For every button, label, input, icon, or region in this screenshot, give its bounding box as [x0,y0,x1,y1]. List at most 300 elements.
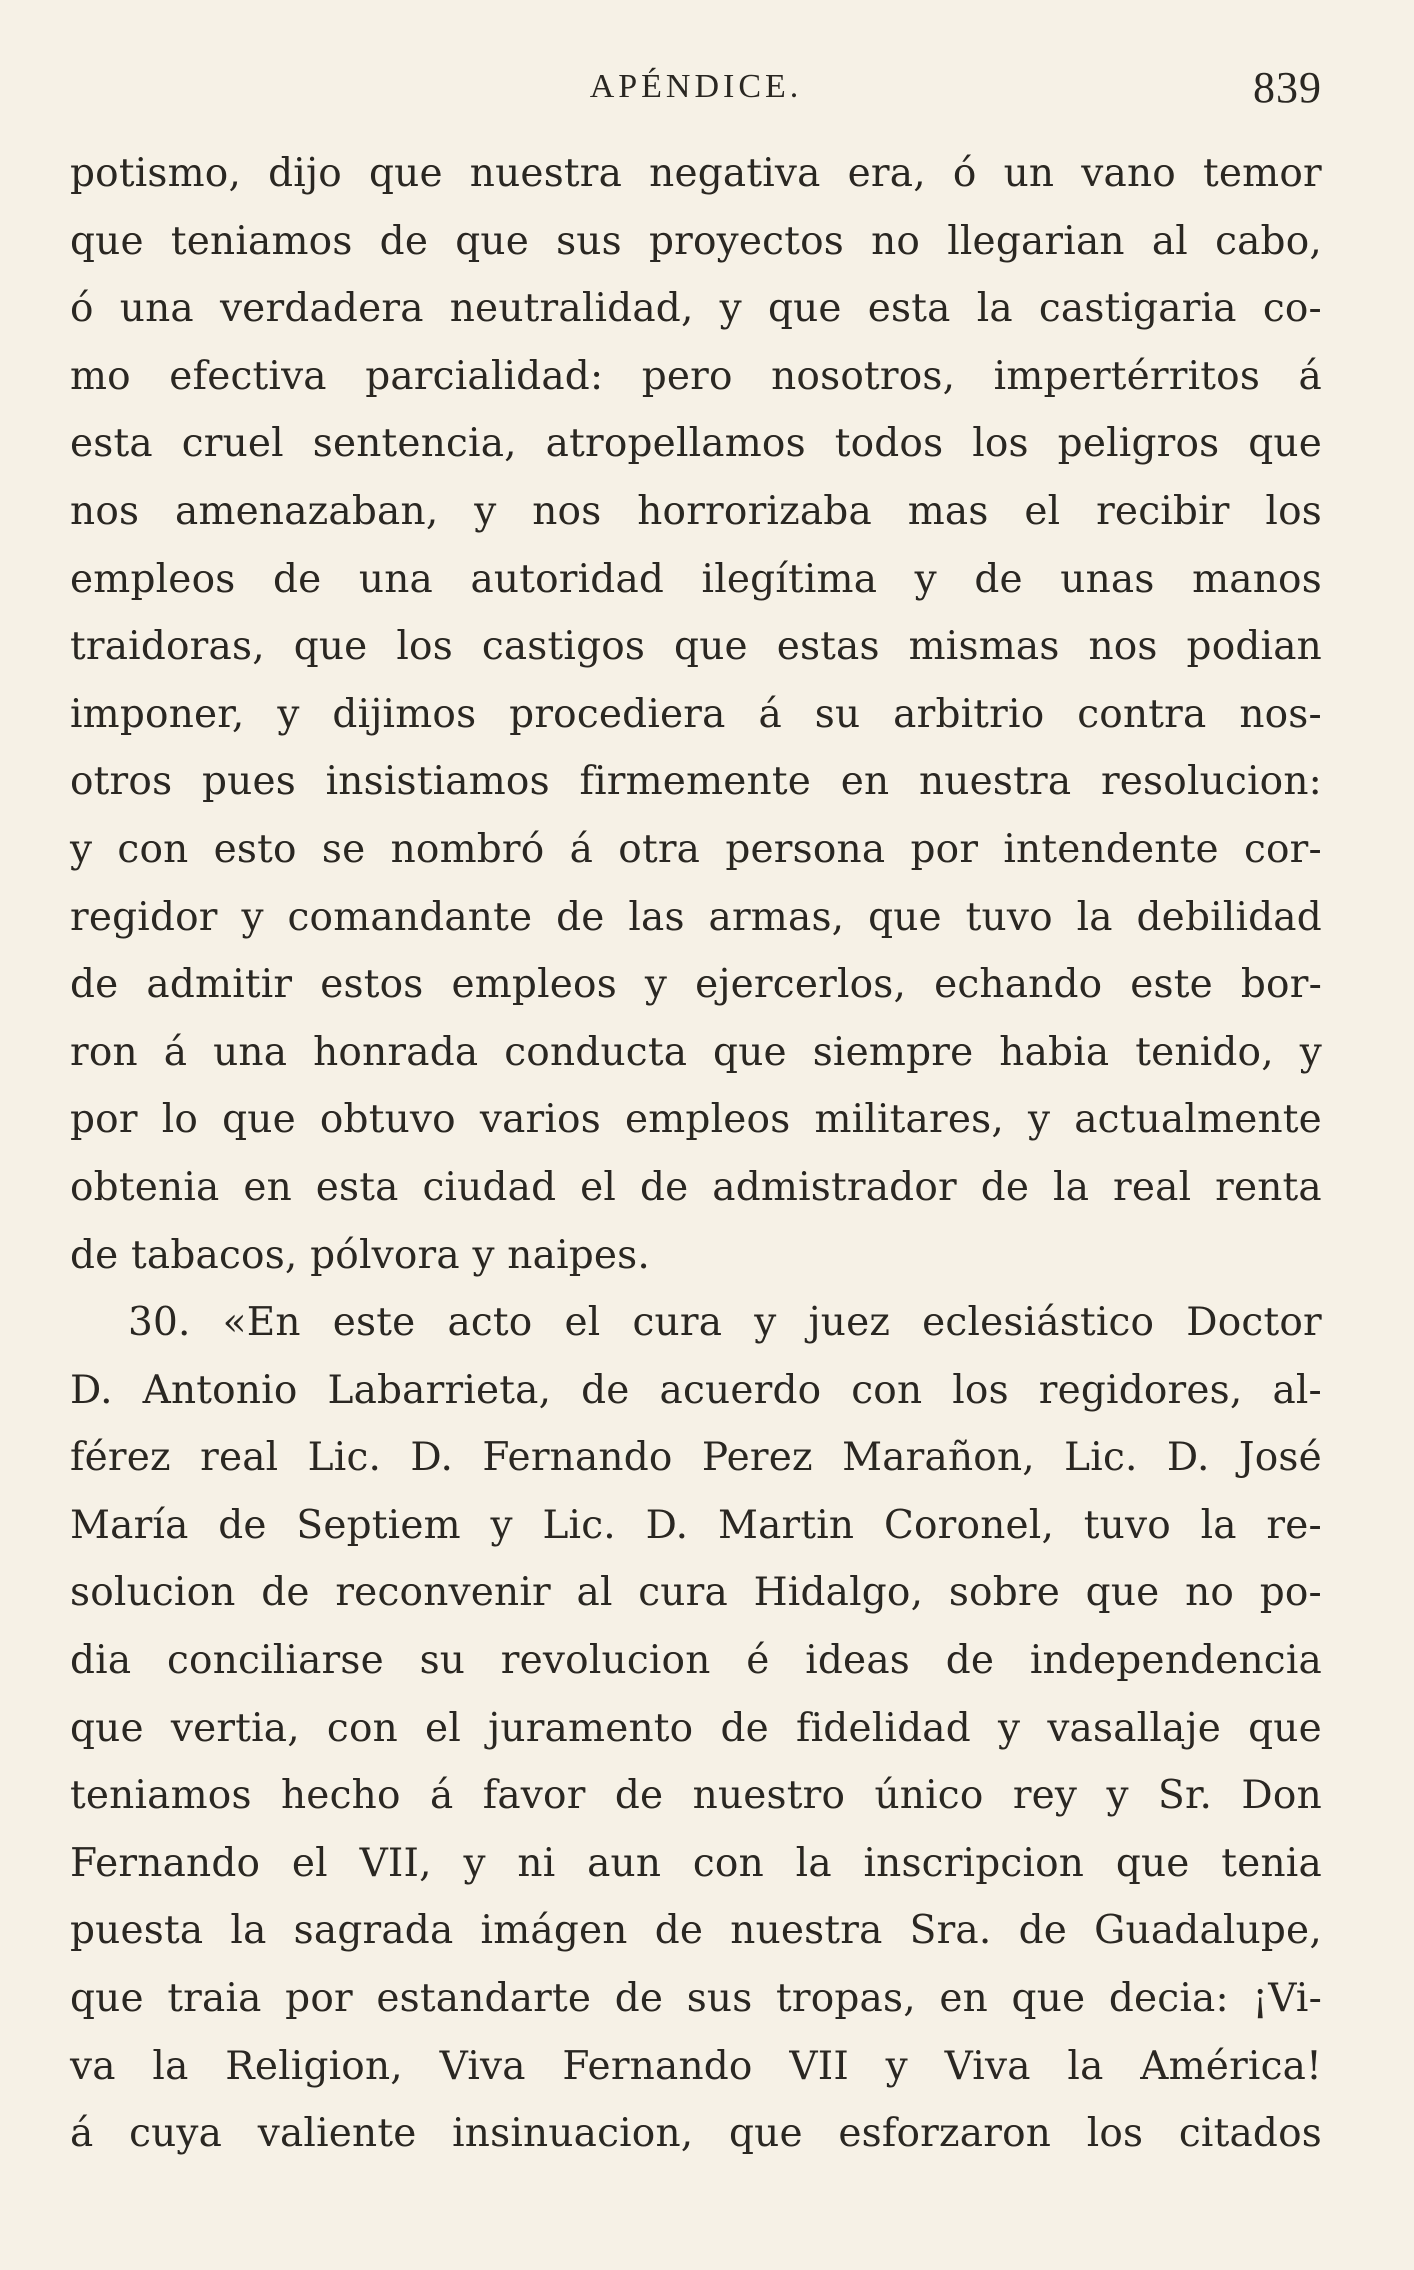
word: parcialidad: [365,353,604,399]
word: el [291,1840,328,1886]
word: á [1298,353,1322,399]
word: nuestra [469,151,623,196]
word: mo [70,353,131,399]
word: puesta [70,1908,204,1954]
word: y [474,488,497,534]
text-line [70,1897,1322,1965]
word: recibir [1096,488,1230,534]
word: nombró [390,826,545,872]
word: ni [517,1840,556,1886]
word: esto [213,826,297,872]
word: los [952,1367,1009,1413]
word: que [729,2111,803,2157]
word: que [868,894,942,940]
word: y [719,286,742,332]
word: Don [1241,1773,1322,1819]
word: traia [167,1976,262,2022]
word: insistiamos [325,759,550,805]
word: y [885,2043,908,2089]
word: una [358,556,433,602]
word: al [576,1570,613,1616]
word: cor- [1243,826,1322,872]
word: sus [686,1976,753,2022]
word: de [70,1232,132,1278]
word: obtenia [70,1164,220,1210]
word: teniamos [170,218,353,264]
word: siempre [812,1029,974,1075]
text-line [70,1762,1322,1830]
word: nos [532,488,602,534]
word: juez [808,1300,891,1346]
word: inscripcion [863,1840,1085,1886]
word: Labarrieta, [327,1367,552,1413]
word: la [976,286,1013,332]
word: arbitrio [893,691,1045,737]
word: actualmente [1074,1097,1322,1143]
word: que [70,1976,144,2022]
word: los [972,421,1029,467]
word: dia [70,1638,132,1684]
word: D. [70,1367,113,1413]
word: un [1003,151,1055,196]
word: Viva [944,2043,1031,2089]
word: Doctor [1186,1300,1322,1346]
word: nuestra [918,759,1072,805]
word: aun [587,1840,662,1886]
word: á [163,1029,188,1075]
word: tuvo [1083,1502,1171,1548]
word: impertérritos [993,353,1261,399]
word: Lic. [1064,1435,1138,1481]
word: procediera [509,691,726,737]
word: y [1106,1773,1129,1819]
word: decia: [1108,1976,1229,2022]
word: Lic. [542,1502,616,1548]
word: habia [999,1029,1110,1075]
word: honrada [313,1029,479,1075]
word: en [243,1164,292,1210]
text-line [70,1424,1322,1492]
word: y [1027,1097,1051,1143]
word: verdadera [219,286,424,332]
page-number: 839 [1253,63,1322,112]
word: regidores, [1038,1367,1243,1413]
word: que [1085,1570,1160,1616]
word: contra [1077,691,1207,737]
word: bor- [1240,962,1322,1008]
word: é [746,1638,770,1684]
word: la [1200,1502,1237,1548]
word: y [463,1840,486,1886]
word: su [419,1638,466,1684]
word: conciliarse [166,1638,384,1684]
text-line [70,208,1322,276]
word: sobre [948,1570,1061,1616]
word: independencia [1029,1638,1322,1684]
word: de [614,1773,664,1819]
word: al [1151,218,1188,264]
word: que [1248,421,1322,467]
word: manos [1192,556,1322,602]
word: intendente [1003,826,1219,872]
word: dijimos [332,691,477,737]
word: Lic. [307,1435,382,1481]
word: por [285,1976,353,2022]
word: América! [1140,2043,1322,2089]
word: Sra. [909,1908,992,1954]
word: revolucion [500,1638,711,1684]
word: traidoras, [70,624,265,670]
text-line [70,478,1322,546]
word: y [754,1300,777,1346]
word: re- [1266,1502,1322,1548]
word: obtuvo [319,1097,456,1143]
text-line [70,410,1322,478]
word: negativa [649,151,821,196]
word: á [429,1773,454,1819]
word: otra [618,826,701,872]
text-line [70,681,1322,749]
word: á [569,826,594,872]
word: imágen [480,1908,628,1954]
word: autoridad [470,556,665,602]
word: esta [70,421,153,467]
word: el [425,1705,462,1751]
word: Fernando [70,1840,261,1886]
word: estandarte [376,1976,592,2022]
word: por [910,826,979,872]
text-line [70,1289,1322,1357]
word: proyectos [648,218,844,264]
word: resolucion: [1100,759,1322,805]
text-line [70,816,1322,884]
word: Viva [439,2043,526,2089]
text-line [70,1695,1322,1763]
word: que [1248,1705,1322,1751]
word: Religion, [225,2043,403,2089]
word: esta [315,1164,399,1210]
text-line [70,343,1322,411]
word: y [1299,1029,1322,1075]
word: ¡Vi- [1252,1976,1322,2022]
word: admitir [146,962,293,1008]
word: Antonio [142,1367,298,1413]
word: de [974,556,1023,602]
word: potismo, [70,151,242,196]
word: pero [641,353,733,399]
word: tuvo [965,894,1053,940]
word: debilidad [1136,894,1322,940]
text-line [70,884,1322,952]
word: con [692,1840,764,1886]
word: fidelidad [796,1705,971,1751]
text-line [70,1086,1322,1154]
word: Hidalgo, [753,1570,924,1616]
word: ejercerlos, [695,962,907,1008]
text-line [70,748,1322,816]
word: Septiem [296,1502,461,1548]
word: mas [907,488,989,534]
word: vertia, [170,1705,300,1751]
body-text [70,140,1322,2168]
text-line [70,275,1322,343]
word: cura [632,1300,723,1346]
word: este [1130,962,1213,1008]
word: regidor [70,894,218,940]
word: de [272,556,322,602]
word: solucion [70,1570,236,1616]
word: armas, [708,894,845,940]
word: persona [725,826,886,872]
word: de [1018,1908,1068,1954]
word: de [581,1367,630,1413]
text-line [70,1830,1322,1898]
word: y [914,556,937,602]
word: tropas, [776,1976,916,2022]
text-line [70,1357,1322,1425]
word: co- [1262,286,1322,332]
word: y [644,962,668,1008]
word: la [1067,2043,1104,2089]
word: 30. [128,1300,191,1346]
word: «En [222,1300,301,1346]
word: atropellamos [545,421,806,467]
text-line [70,2100,1322,2168]
word: los [396,624,453,670]
word: acto [447,1300,533,1346]
word: Marañon, [842,1435,1035,1481]
word: nos [70,488,140,534]
word: con [851,1367,923,1413]
word: Perez [701,1435,813,1481]
word: en [939,1976,988,2022]
word: José [1238,1435,1322,1481]
word: vano [1081,151,1176,196]
word: castigos [481,624,646,670]
word: á [70,2111,94,2157]
word: empleos [451,962,617,1008]
word: de [379,218,429,264]
word: que [368,151,443,196]
word: Coronel, [883,1502,1055,1548]
word: echando [934,962,1103,1008]
word: y [997,1705,1021,1751]
word: real [1113,1164,1192,1210]
word: era, [847,151,926,196]
word: castigaria [1038,286,1237,332]
word: amenazaban, [175,488,439,534]
word: ó [952,151,977,196]
word: empleos [624,1097,791,1143]
word: se [321,826,366,872]
word: que [70,1705,144,1751]
word: varios [479,1097,601,1143]
word: cuya [129,2111,223,2157]
word: que [1115,1840,1190,1886]
page-header [70,63,1322,128]
word: la [152,2043,189,2089]
word: mismas [908,624,1060,670]
word: cruel [181,421,284,467]
word: que [222,1097,296,1143]
word: temor [1203,151,1322,196]
word: con [326,1705,398,1751]
word: estos [320,962,424,1008]
word: firmemente [579,759,812,805]
word: este [332,1300,416,1346]
text-line [70,1965,1322,2033]
word: en [840,759,890,805]
word: los [1086,2111,1144,2157]
word: admistrador [712,1164,957,1210]
word: D. [410,1435,454,1481]
word: horrorizaba [637,488,872,534]
word: la [795,1840,832,1886]
text-line [70,1559,1322,1627]
text-line [70,1019,1322,1087]
word: cabo, [1215,218,1322,264]
word: la [1053,1164,1090,1210]
word: de [614,1976,664,2022]
word: ó [70,286,94,332]
word: y [241,894,264,940]
word: que [293,624,368,670]
text-line [70,1627,1322,1695]
word: una [213,1029,288,1075]
word: de [556,894,605,940]
word: efectiva [169,353,327,399]
text-line [70,613,1322,681]
word: único [874,1773,984,1819]
text-line [70,951,1322,1019]
word: y [472,1232,508,1278]
word: el [564,1300,601,1346]
word: no [1185,1570,1235,1616]
word: férez [70,1435,171,1481]
word: y [277,691,300,737]
word: de [70,962,119,1008]
word: tenido, [1135,1029,1274,1075]
word: VII, [359,1840,432,1886]
word: neutralidad, [449,286,694,332]
word: la [230,1908,267,1954]
word: el [580,1164,617,1210]
word: y [490,1502,513,1548]
word: Martin [717,1502,855,1548]
word: nos- [1239,691,1322,737]
word: sagrada [293,1908,454,1954]
word: lo [161,1097,199,1143]
word: tabacos, [131,1232,311,1278]
word: que [713,1029,787,1075]
word: eclesiástico [922,1300,1155,1346]
word: esforzaron [838,2111,1052,2157]
word: una [119,286,194,332]
word: pues [201,759,296,805]
text-line [70,1492,1322,1560]
word: que [767,286,842,332]
word: unas [1060,556,1155,602]
word: esta [867,286,951,332]
word: de [720,1705,769,1751]
word: el [1024,488,1061,534]
word: que [1011,1976,1086,2022]
word: estas [776,624,880,670]
word: todos [834,421,944,467]
text-line [70,2033,1322,2101]
word: de [980,1164,1030,1210]
word: la [1076,894,1113,940]
word: favor [482,1773,586,1819]
word: D. [1166,1435,1210,1481]
word: po- [1259,1570,1322,1616]
word: al- [1272,1367,1322,1413]
word: imponer, [70,691,245,737]
word: de [218,1502,267,1548]
word: peligros [1057,421,1220,467]
word: los [1265,488,1322,534]
word: sentencia, [312,421,517,467]
word: D. [645,1502,689,1548]
word: ciudad [422,1164,557,1210]
word: Fernando [482,1435,673,1481]
word: las [628,894,685,940]
word: que [455,218,529,264]
word: insinuacion, [452,2111,694,2157]
word: Sr. [1158,1773,1213,1819]
word: sus [556,218,622,264]
word: valiente [257,2111,417,2157]
word: tenia [1221,1840,1322,1886]
word: dijo [268,151,342,196]
word: militares, [814,1097,1004,1143]
word: ideas [805,1638,910,1684]
word: podian [1186,624,1322,670]
word: Fernando [562,2043,753,2089]
word: ron [70,1029,138,1075]
word: de [654,1908,704,1954]
word: cura [638,1570,728,1616]
word: VII [789,2043,849,2089]
word: real [200,1435,279,1481]
word: llegarian [947,218,1125,264]
word: rey [1012,1773,1078,1819]
text-line [70,140,1322,208]
word: con [117,826,189,872]
word: empleos [70,556,236,602]
word: hecho [280,1773,401,1819]
word: citados [1178,2111,1322,2157]
word: de [639,1164,689,1210]
word: nosotros, [771,353,956,399]
word: reconvenir [335,1570,551,1616]
word: de [261,1570,310,1616]
word: va [70,2043,116,2089]
word: nuestro [692,1773,846,1819]
running-head: APÉNDICE. [589,68,803,105]
word: no [871,218,921,264]
word: nuestra [730,1908,883,1954]
word: que [674,624,748,670]
word: otros [70,759,173,805]
word: por [70,1097,138,1143]
word: pólvora [310,1232,473,1278]
word: Guadalupe, [1094,1908,1322,1954]
text-line [70,546,1322,614]
text-line [70,1154,1322,1222]
word: naipes. [507,1232,650,1278]
word: acuerdo [659,1367,822,1413]
